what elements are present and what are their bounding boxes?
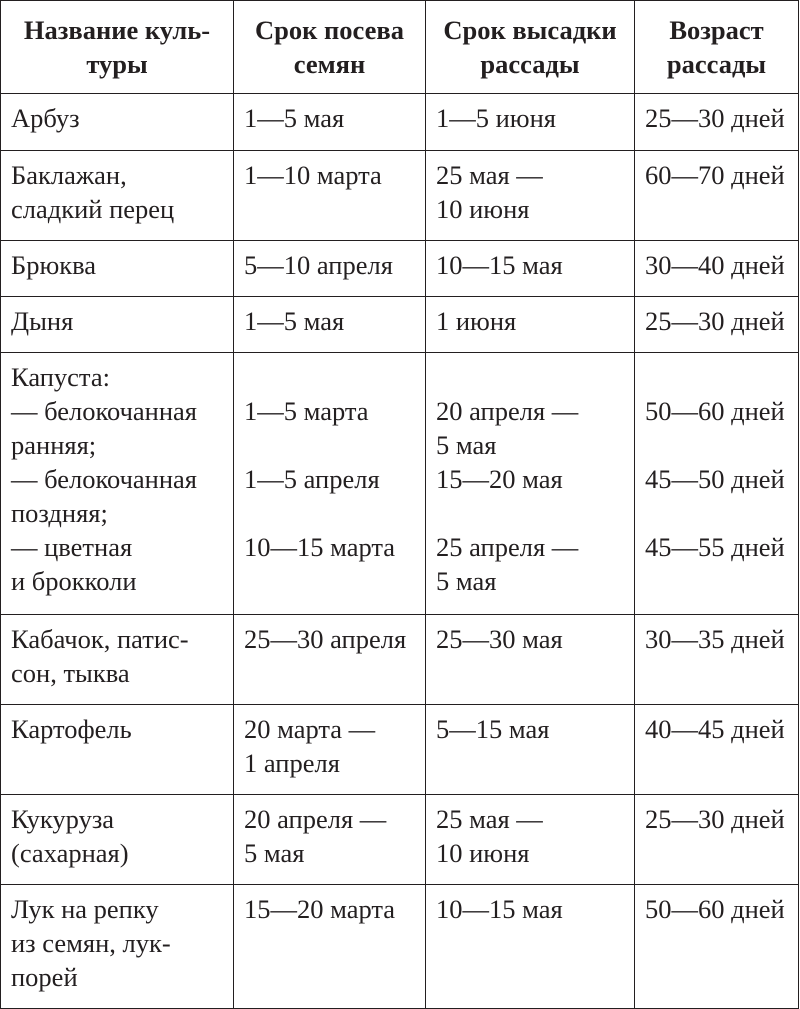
- sowing-date-cell: [234, 615, 426, 705]
- table-row: [1, 241, 799, 297]
- crop-name-cell: [1, 151, 234, 241]
- cell-line: 1—5 мая: [244, 103, 345, 133]
- header-sowing-date: [234, 1, 426, 94]
- cell-line: 1—5 марта: [244, 396, 369, 426]
- sowing-date-cell: [234, 151, 426, 241]
- transplant-date-cell: [426, 705, 635, 795]
- cell-line: [244, 428, 425, 462]
- header-line: рассады: [666, 49, 767, 79]
- transplant-date-cell: [426, 353, 635, 615]
- header-line: Срок посева: [255, 15, 404, 45]
- cell-line: 15—20 марта: [244, 894, 396, 924]
- sowing-date-cell: [234, 297, 426, 353]
- cell-line: [244, 564, 425, 598]
- table-row: [1, 705, 799, 795]
- cell-line: 1 июня: [436, 306, 517, 336]
- sowing-date-cell: [234, 94, 426, 151]
- cell-line: Арбуз: [11, 103, 80, 133]
- cell-line: [244, 360, 425, 394]
- cell-line: — цветная: [11, 532, 133, 562]
- cell-line: 45—50 дней: [645, 464, 785, 494]
- crop-name-cell: [1, 705, 234, 795]
- cell-line: 1 апреля: [244, 748, 340, 778]
- crop-name-cell: [1, 241, 234, 297]
- cell-line: 25—30 дней: [645, 804, 785, 834]
- cell-line: 20 апреля —: [436, 396, 579, 426]
- header-line: семян: [293, 49, 366, 79]
- table-row: [1, 297, 799, 353]
- header-crop-name: [1, 1, 234, 94]
- cell-line: поздняя;: [11, 498, 108, 528]
- cell-line: 50—60 дней: [645, 396, 785, 426]
- cell-line: [645, 496, 798, 530]
- cell-line: 1—5 апреля: [244, 464, 380, 494]
- cell-line: 25—30 дней: [645, 103, 785, 133]
- cell-line: и брокколи: [11, 566, 137, 596]
- cell-line: Кукуруза: [11, 804, 115, 834]
- cell-line: 1—10 марта: [244, 160, 382, 190]
- cell-line: 25—30 дней: [645, 306, 785, 336]
- cell-line: [244, 496, 425, 530]
- seedling-age-cell: [635, 705, 799, 795]
- cell-line: Баклажан,: [11, 160, 127, 190]
- seedling-age-cell: [635, 885, 799, 1009]
- crop-name-cell: [1, 353, 234, 615]
- cell-line: 5—10 апреля: [244, 250, 393, 280]
- cell-line: 15—20 мая: [436, 464, 563, 494]
- cell-line: [436, 496, 634, 530]
- cell-line: 10 июня: [436, 194, 530, 224]
- seedling-age-cell: [635, 615, 799, 705]
- cell-line: 30—40 дней: [645, 250, 785, 280]
- cell-line: 20 марта —: [244, 714, 376, 744]
- sowing-date-cell: [234, 705, 426, 795]
- transplant-date-cell: [426, 297, 635, 353]
- cell-line: 40—45 дней: [645, 714, 785, 744]
- cell-line: Картофель: [11, 714, 132, 744]
- seedling-age-cell: [635, 297, 799, 353]
- cell-line: 25 мая —: [436, 804, 543, 834]
- crop-name-cell: [1, 297, 234, 353]
- crop-name-cell: [1, 615, 234, 705]
- cell-line: Брюква: [11, 250, 97, 280]
- header-line: Срок высадки: [443, 15, 617, 45]
- header-row: [1, 1, 799, 94]
- cell-line: 1—5 июня: [436, 103, 556, 133]
- sowing-date-cell: [234, 795, 426, 885]
- cell-line: сон, тыква: [11, 658, 130, 688]
- header-transplant-date: [426, 1, 635, 94]
- cell-line: [645, 428, 798, 462]
- cell-line: 50—60 дней: [645, 894, 785, 924]
- cell-line: 30—35 дней: [645, 624, 785, 654]
- cell-line: Капуста:: [11, 362, 110, 392]
- cell-line: 10—15 марта: [244, 532, 396, 562]
- cell-line: 10 июня: [436, 838, 530, 868]
- transplant-date-cell: [426, 795, 635, 885]
- cell-line: ранняя;: [11, 430, 97, 460]
- cell-line: 5 мая: [244, 838, 305, 868]
- header-line: Возраст: [669, 15, 764, 45]
- seedling-age-cell: [635, 353, 799, 615]
- cell-line: Кабачок, патис-: [11, 624, 189, 654]
- cell-line: [436, 360, 634, 394]
- table-row: [1, 94, 799, 151]
- cell-line: 25 апреля —: [436, 532, 579, 562]
- cell-line: 45—55 дней: [645, 532, 785, 562]
- header-line: рассады: [480, 49, 580, 79]
- cell-line: — белокочанная: [11, 396, 197, 426]
- header-seedling-age: [635, 1, 799, 94]
- cell-line: 25 мая —: [436, 160, 543, 190]
- cell-line: 10—15 мая: [436, 250, 563, 280]
- transplant-date-cell: [426, 151, 635, 241]
- cell-line: [645, 360, 798, 394]
- cell-line: 5—15 мая: [436, 714, 550, 744]
- cell-line: [645, 564, 798, 598]
- cell-line: из семян, лук-: [11, 928, 171, 958]
- seedling-age-cell: [635, 241, 799, 297]
- crop-name-cell: [1, 94, 234, 151]
- cell-line: сладкий перец: [11, 194, 175, 224]
- transplant-date-cell: [426, 885, 635, 1009]
- cell-line: 10—15 мая: [436, 894, 563, 924]
- seedling-age-cell: [635, 94, 799, 151]
- cell-line: 5 мая: [436, 430, 497, 460]
- cell-line: 60—70 дней: [645, 160, 785, 190]
- header-line: Название куль-: [23, 15, 211, 45]
- seedling-age-cell: [635, 151, 799, 241]
- table-row: [1, 885, 799, 1009]
- cell-line: Лук на репку: [11, 894, 159, 924]
- header-line: туры: [86, 49, 148, 79]
- table-row: [1, 353, 799, 615]
- table-row: [1, 795, 799, 885]
- cell-line: 5 мая: [436, 566, 497, 596]
- cell-line: порей: [11, 962, 78, 992]
- cell-line: 25—30 мая: [436, 624, 563, 654]
- sowing-date-cell: [234, 353, 426, 615]
- transplant-date-cell: [426, 94, 635, 151]
- crop-name-cell: [1, 885, 234, 1009]
- cell-line: (сахарная): [11, 838, 129, 868]
- transplant-date-cell: [426, 615, 635, 705]
- transplant-date-cell: [426, 241, 635, 297]
- crop-name-cell: [1, 795, 234, 885]
- cell-line: 25—30 апреля: [244, 624, 407, 654]
- cell-line: 20 апреля —: [244, 804, 387, 834]
- table-row: [1, 151, 799, 241]
- cell-line: Дыня: [11, 306, 74, 336]
- seedling-age-cell: [635, 795, 799, 885]
- cell-line: 1—5 мая: [244, 306, 345, 336]
- sowing-date-cell: [234, 241, 426, 297]
- cell-line: — белокочанная: [11, 464, 197, 494]
- table-row: [1, 615, 799, 705]
- table-body: [1, 94, 799, 1009]
- sowing-date-cell: [234, 885, 426, 1009]
